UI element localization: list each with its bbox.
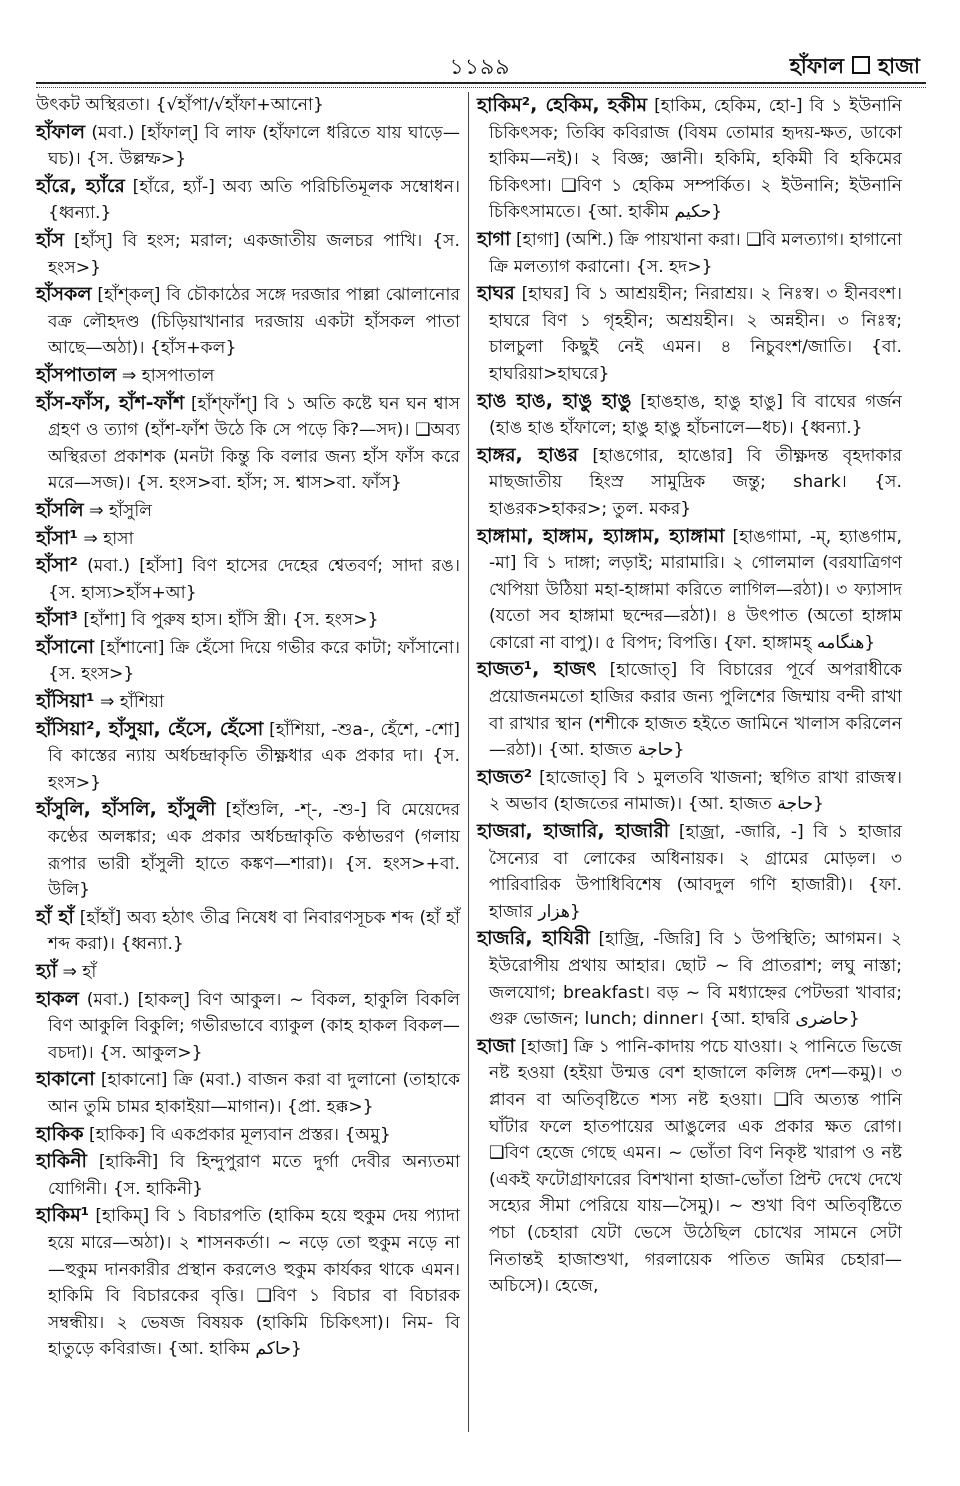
- dictionary-entry: [477, 818, 902, 925]
- dictionary-entry: [36, 606, 460, 634]
- entry-headword: হাঁসপাতাল: [36, 363, 117, 386]
- entry-definition: [হাগা] (অশি.) ক্রি পায়খানা করা। ❑বি মলত্যাগ। হাগানো ক্রি মলত্যাগ করানো। {স. হদ>}: [489, 229, 903, 277]
- entry-headword: হাজরি, হাযিরী: [477, 927, 590, 950]
- dictionary-entry: [477, 764, 902, 818]
- entry-definition: [হাঙগামা, -ম্, হ্যাঙগাম, -মা] বি ১ দাঙ্গা; লড়াই; মারামারি। ২ গোলমাল (বরযাত্রিগণ খেপিয়া উঠিয়া মহা-হাঙ্গামা করিতে লাগিল—রঠা)। ৩ ফ্যাসাদ (যতো সব হাঙ্গামা ছন্দের—রঠা)। ৪ উৎপাত (অতো হাঙ্গাম কোরো না বাপু)। ৫ বিপদ; বিপত্তি। {ফা. হাঙ্গামহ্ هنگامه}: [489, 526, 902, 653]
- entry-headword: হাকানো: [36, 1068, 95, 1091]
- dictionary-entry: [36, 688, 460, 716]
- dictionary-entry: [36, 958, 460, 986]
- entry-headword: হাঁসকল: [36, 283, 92, 306]
- entry-definition: ⇒ হাঁসুলি: [89, 500, 153, 521]
- entry-headword: হাঁসলি: [36, 498, 84, 521]
- entry-definition: উৎকট অস্থিরতা। {√হাঁপা/√হাঁফা+আনো}: [36, 95, 324, 115]
- entry-definition: [হাঁশানো] ক্রি হেঁসো দিয়ে গভীর করে কাটা; ফাঁসানো। {স. হংস>}: [48, 637, 460, 685]
- dictionary-entry: [36, 227, 460, 281]
- left-column: [36, 92, 460, 1363]
- entry-definition: [হাজোত্] বি বিচারের পূর্বে অপরাধীকে প্রয়োজনমতো হাজির করার জন্য পুলিশের জিম্মায় বন্দী রাখা বা রাখার স্থান (শশীকে হাজত হইতে জামিনে খালাস করিলেন—রঠা)। {আ. হাজত حاجة}: [489, 660, 902, 761]
- dictionary-entry: [477, 226, 902, 280]
- dictionary-entry: [36, 634, 460, 688]
- entry-headword: হাঁফাল: [36, 120, 86, 143]
- entry-headword: হাঁসিয়া², হাঁসুয়া, হেঁসে, হেঁসো: [36, 717, 264, 740]
- entry-headword: হাজা: [477, 1034, 515, 1057]
- right-column: [477, 92, 902, 1300]
- entry-definition: [হাঁস্] বি হংস; মরাল; একজাতীয় জলচর পাখি। {স. হংস>}: [48, 230, 460, 278]
- dictionary-entry: [477, 388, 902, 442]
- entry-headword: হাঁসা²: [36, 554, 78, 577]
- entry-headword: হাঁস-ফাঁস, হাঁশ-ফাঁশ: [36, 391, 185, 414]
- dictionary-entry: [477, 92, 902, 226]
- entry-definition: [হাঁশ্ফাঁশ্] বি ১ অতি কষ্টে ঘন ঘন শ্বাস গ্রহণ ও ত্যাগ (হাঁশ-ফাঁশ উঠে কি সে পড়ে কি?—সদ)। ❑অব্য অস্থিরতা প্রকাশক (মনটা কিন্তু কি বলার জন্য হাঁস ফাঁস করে মরে—সজ)। {স. হংস>বা. হাঁস; স. শ্বাস>বা. ফাঁস}: [48, 393, 461, 494]
- entry-headword: হাঁসা¹: [36, 526, 78, 549]
- page-header: [40, 50, 920, 80]
- dictionary-entry: [36, 986, 460, 1067]
- entry-headword: হাজত²: [477, 765, 533, 788]
- entry-definition: [হাকিম, হেকিম, হো-] বি ১ ইউনানি চিকিৎসক; তিব্বি কবিরাজ (বিষম তোমার হৃদয়-ক্ষত, ডাকো হাকিম—নই)। ২ বিজ্ঞ; জ্ঞানী। হকিমি, হকিমী বি হকিমের চিকিৎসা। ❑বিণ ১ হেকিম সম্পর্কিত। ২ ইউনানি; ইউনানি চিকিৎসামতে। {আ. হাকীম حکیم}: [489, 96, 903, 223]
- dictionary-entry: [36, 716, 460, 797]
- entry-definition: [হাজোত্] বি ১ মুলতবি খাজনা; স্থগিত রাখা রাজস্ব। ২ অভাব (হাজতের নামাজ)। {আ. হাজত حاجة}: [489, 767, 903, 815]
- dictionary-entry: [36, 119, 460, 173]
- entry-definition: [হাঁশিয়া, -শুa-, হেঁশে, -শো] বি কাস্তের ন্যায় অর্ধচন্দ্রাকৃতি তীক্ষ্ণধার এক প্রকার দা। {স. হংস>}: [48, 719, 460, 793]
- dictionary-entry: [477, 280, 902, 387]
- header-rule: [36, 82, 926, 88]
- entry-headword: হাঁসুলি, হাঁসলি, হাঁসুলী: [36, 798, 216, 821]
- entry-definition: [হাঁরে, হ্যাঁ-] অব্য অতি পরিচিতিমূলক সম্বোধন। {ধ্বন্যা.}: [48, 176, 460, 224]
- dictionary-entry: [36, 525, 460, 553]
- entry-definition: [হাকিক] বি একপ্রকার মূল্যবান প্রস্তর। {অমু}: [88, 1124, 391, 1145]
- dictionary-entry: [36, 904, 460, 958]
- dictionary-entry: [477, 925, 902, 1032]
- entry-definition: [হাঙহাঙ, হাঙু হাঙু] বি বাঘের গর্জন (হাঙ হাঙ হাঁফালে; হাঙু হাঙু হাঁচনালে—ধচ)। {ধ্বন্যা.}: [489, 391, 902, 439]
- entry-headword: হাঙ হাঙ, হাঙু হাঙু: [477, 389, 632, 412]
- square-separator-icon: [852, 56, 870, 74]
- dictionary-entry: [477, 523, 902, 657]
- entry-headword: হাঁস: [36, 228, 65, 251]
- dictionary-entry: [36, 796, 460, 903]
- entry-headword: হাঁ হাঁ: [36, 905, 74, 928]
- dictionary-entry: [36, 497, 460, 525]
- dictionary-entry: [36, 1148, 460, 1202]
- entry-definition: [হাজ্রি, -জিরি] বি ১ উপস্থিতি; আগমন। ২ ইউরোপীয় প্রথায় আহার। ছোট ~ বি প্রাতরাশ; লঘু নাস্তা; জলযোগ; breakfast। বড় ~ বি মধ্যাহ্নের পেটভরা খাবার; গুরু ভোজন; lunch; dinner। {আ. হাদ্বরি حاضری}: [489, 929, 902, 1030]
- entry-definition: ⇒ হাসা: [83, 528, 134, 549]
- entry-definition: (মবা.) [হাঁফাল্] বি লাফ (হাঁফালে ধরিতে যায় ঘাড়ে—ঘচ)। {স. উল্লম্ফ>}: [48, 122, 460, 170]
- entry-definition: [হাঁশা] বি পুরুষ হাস। হাঁসি স্ত্রী। {স. হংস>}: [83, 610, 379, 631]
- guide-word-last: হাজা: [877, 54, 920, 78]
- entry-headword: হাঙ্গামা, হাঙ্গাম, হ্যাঙ্গাম, হ্যাঙ্গামা: [477, 524, 725, 547]
- entry-definition: [হাজা] ক্রি ১ পানি-কাদায় পচে যাওয়া। ২ পানিতে ভিজে নষ্ট হওয়া (হইয়া উন্মত্ত বেশ হাজালে কলিঙ্গ দেশ—কমু)। ৩ প্লাবন বা অতিবৃষ্টিতে শস্য নষ্ট হওয়া। ❑বি অত্যন্ত পানি ঘাঁটার ফলে হাতপায়ের আঙুলের এক প্রকার ক্ষত রোগ। ❑বিণ হেজে গেছে এমন। ~ ভোঁতা বিণ নিকৃষ্ট খারাপ ও নষ্ট (একই ফটোগ্রাফারের বিশখানা হাজা-ভোঁতা প্রিন্ট দেখে দেখে সহ্যের সীমা পেরিয়ে যায়—সৈমু)। ~ শুখা বিণ অতিবৃষ্টিতে পচা (চেহারা যেটা ভেসে উঠেছিল চোখের সামনে সেটা নিতান্তই হাজাশুখা, গরলায়েক পতিত জমির চেহারা—অচিসে)। হেজে,: [489, 1036, 902, 1297]
- guide-word-first: হাঁফাল: [789, 54, 844, 78]
- entry-headword: হাকিক: [36, 1122, 84, 1145]
- dictionary-entry: [36, 362, 460, 390]
- entry-definition: [হাজ্রা, -জারি, -] বি ১ হাজার সৈন্যের বা লোকের অধিনায়ক। ২ গ্রামের মোড়ল। ৩ পারিবারিক উপাধিবিশেষ (আবদুল গণি হাজারী)। {ফা. হাজার هزار}: [489, 822, 903, 922]
- entry-headword: হাঁসিয়া¹: [36, 690, 95, 713]
- entry-definition: ⇒ হাঁ: [62, 962, 97, 982]
- dictionary-entry: [36, 1202, 460, 1363]
- entry-headword: হাকিম², হেকিম, হকীম: [477, 94, 648, 116]
- entry-headword: হাকল: [36, 987, 79, 1010]
- entry-definition: [হাঘর] বি ১ আশ্রয়হীন; নিরাশ্রয়। ২ নিঃস্ব। ৩ হীনবংশ। হাঘরে বিণ ১ গৃহহীন; অশ্রয়হীন। ২ অন্নহীন। ৩ নিঃস্ব; চালচুলা কিছুই নেই এমন। ৪ নিচুবংশ/জাতি। {বা. হাঘরিয়া>হাঘরে}: [489, 284, 902, 384]
- dictionary-entry: [36, 1066, 460, 1120]
- entry-definition: [হাকানো] ক্রি (মবা.) বাজন করা বা দুলানো (তাহাকে আন তুমি চামর হাকাইয়া—মাগান)। {প্রা. হক্ক>}: [48, 1070, 460, 1117]
- entry-definition: (মবা.) [হাকল্] বিণ আকুল। ~ বিকল, হাকুলি বিকলি বিণ আকুলি বিকুলি; গভীরভাবে ব্যাকুল (কাহ হাকল বিকল—বচদা)। {স. আকুল>}: [48, 989, 460, 1063]
- dictionary-entry: [36, 92, 460, 119]
- dictionary-entry: [477, 656, 902, 763]
- entry-definition: [হাঙগোর, হাঙোর] বি তীক্ষ্ণদন্ত বৃহদাকার মাছজাতীয় হিংস্র সামুদ্রিক জন্তু; shark। {স. হাঙরক>হাকর>; তুল. মকর}: [489, 445, 902, 519]
- entry-headword: হাজরা, হাজারি, হাজারী: [477, 820, 670, 843]
- entry-headword: হাকিনী: [36, 1150, 87, 1173]
- entry-definition: ⇒ হাসপাতাল: [121, 365, 215, 386]
- entry-headword: হ্যাঁ: [36, 960, 58, 982]
- column-divider: [468, 92, 469, 1432]
- dictionary-entry: [477, 1033, 902, 1300]
- entry-definition: [হাঁশুলি, -শ্-, -শু-] বি মেয়েদের কণ্ঠের অলঙ্কার; এক প্রকার অর্ধচন্দ্রাকৃতি কণ্ঠাভরণ (গলায় রূপার ভারী হাঁসুলী হাতে কঙ্কণ—শারা)। {স. হংস>+বা. উলি}: [48, 800, 461, 901]
- entry-headword: হাকিম¹: [36, 1204, 90, 1227]
- entry-headword: হাঘর: [477, 282, 515, 305]
- entry-headword: হাঙ্গর, হাঙর: [477, 443, 579, 466]
- dictionary-entry: [477, 442, 902, 523]
- guide-words: [790, 50, 920, 85]
- entry-headword: হাজত¹, হাজৎ: [477, 658, 597, 681]
- entry-definition: ⇒ হাঁশিয়া: [99, 692, 165, 713]
- entry-definition: [হাঁশ্কল্] বি চৌকাঠের সঙ্গে দরজার পাল্লা ঝোলানোর বক্র লৌহদণ্ড (চিড়িয়াখানার দরজায় একটা হাঁসকল পাতা আছে—অঠা)। {হাঁস+কল}: [48, 285, 460, 359]
- entry-headword: হাঁরে, হ্যাঁরে: [36, 174, 125, 197]
- entry-definition: [হাকিনী] বি হিন্দুপুরাণ মতে দুর্গা দেবীর অন্যতমা যোগিনী। {স. হাকিনী}: [48, 1152, 460, 1199]
- entry-definition: [হাঁহাঁ] অব্য হঠাৎ তীব্র নিষেধ বা নিবারণসূচক শব্দ (হাঁ হাঁ শব্দ করা)। {ধ্বন্যা.}: [48, 907, 460, 955]
- entry-headword: হাঁসা³: [36, 608, 78, 631]
- entry-definition: [হাকিম্] বি ১ বিচারপতি (হাকিম হয়ে হুকুম দেয় প্যাদা হয়ে মারে—অঠা)। ২ শাসনকর্তা। ~ নড়ে তো হুকুম নড়ে না—হুকুম দানকারীর প্রস্থান করলেও হুকুম কার্যকর থাকে এমন। হাকিমি বি বিচারকের বৃত্তি। ❑বিণ ১ বিচার বা বিচারক সম্বন্ধীয়। ২ ভেষজ বিষয়ক (হাকিমি চিকিৎসা)। নিম- বি হাতুড়ে কবিরাজ। {আ. হাকিম حاکم}: [48, 1206, 460, 1360]
- entry-definition: (মবা.) [হাঁসা] বিণ হাসের দেহের শ্বেতবর্ণ; সাদা রঙ। {স. হাস্য>হাঁস+আ}: [48, 556, 461, 603]
- entry-headword: হাগা: [477, 227, 511, 250]
- page-number: ১১৯৯: [449, 55, 511, 80]
- dictionary-entry: [36, 390, 460, 497]
- dictionary-entry: [36, 173, 460, 227]
- dictionary-entry: [36, 552, 460, 606]
- entry-headword: হাঁসানো: [36, 635, 95, 658]
- dictionary-entry: [36, 281, 460, 362]
- dictionary-entry: [36, 1121, 460, 1149]
